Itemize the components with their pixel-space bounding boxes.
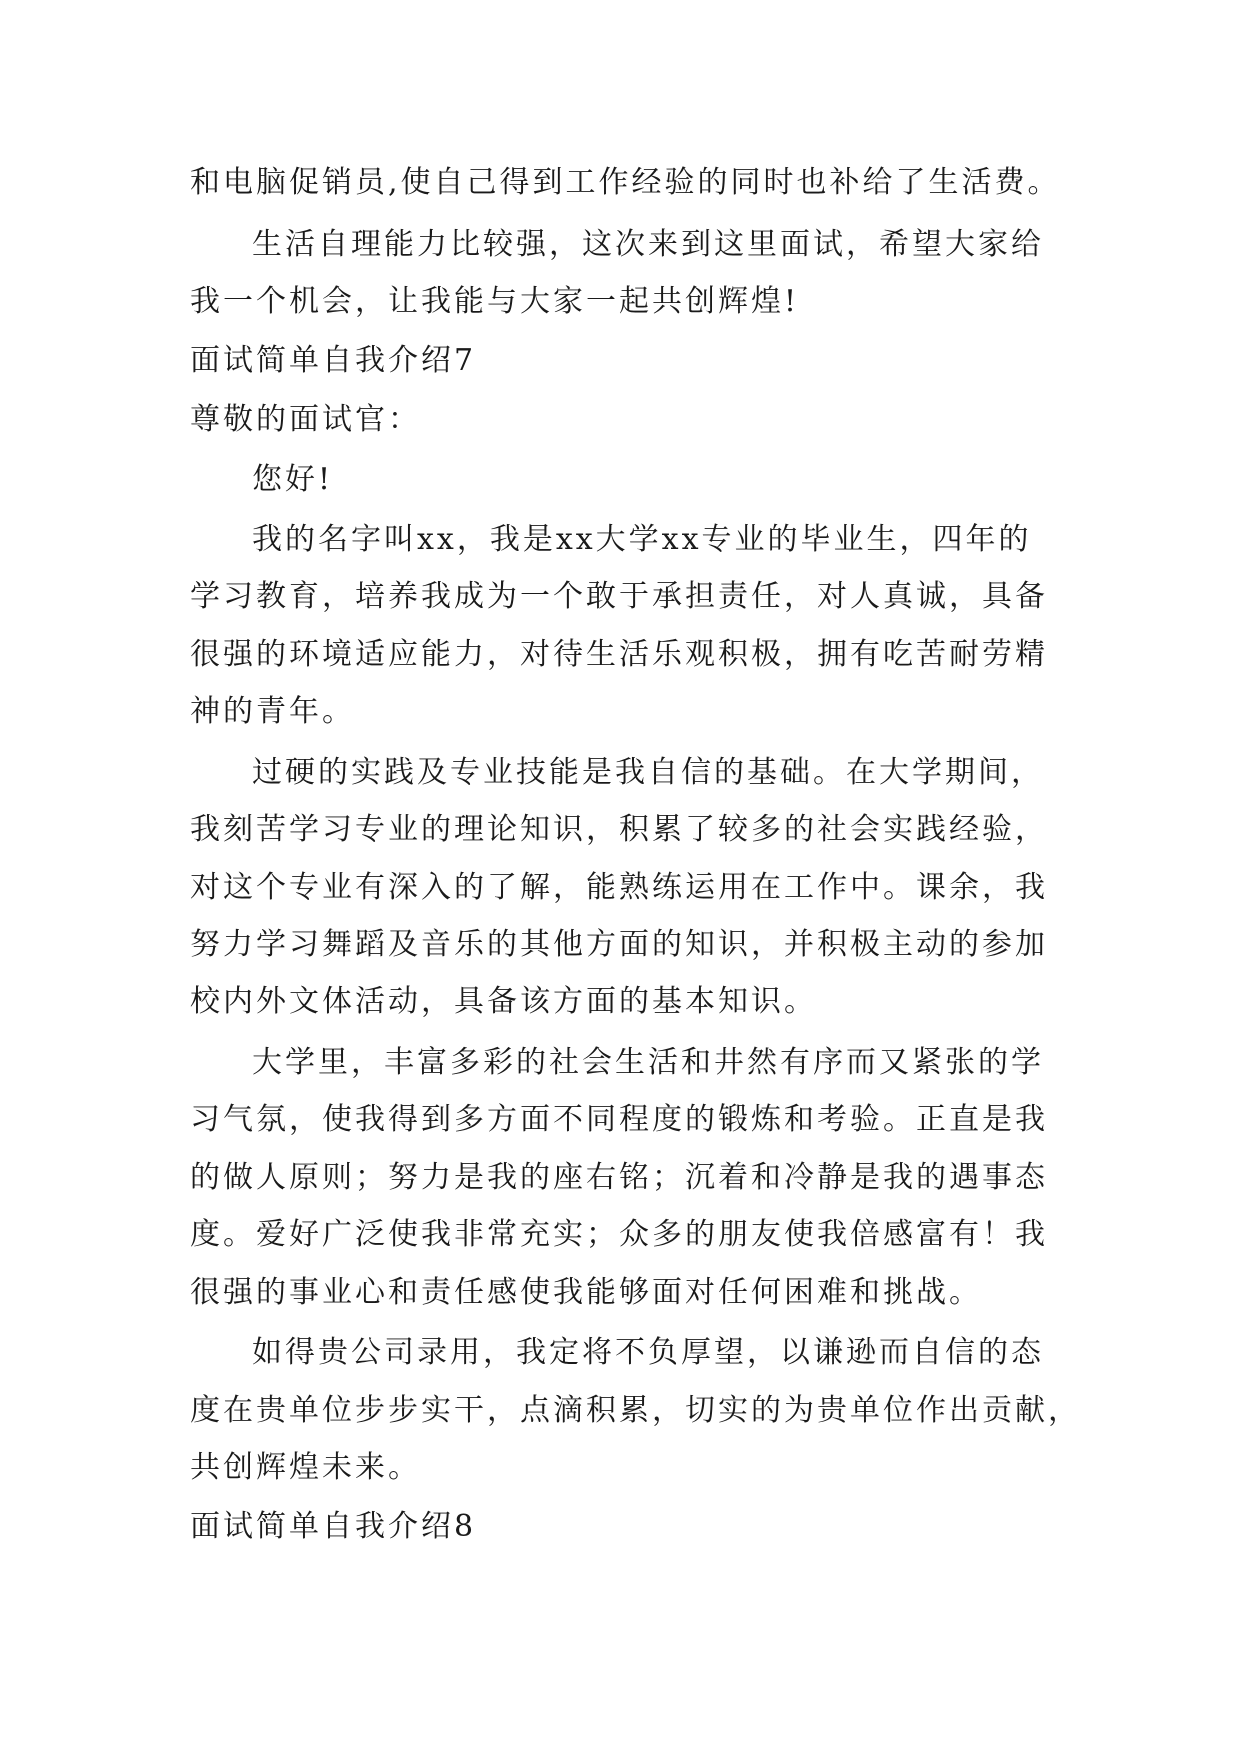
text-line: 习气氛，使我得到多方面不同程度的锻炼和考验。正直是我 xyxy=(190,1102,1048,1137)
text-line: 神的青年。 xyxy=(190,694,355,729)
text-line: 和电脑促销员,使自己得到工作经验的同时也补给了生活费。 xyxy=(190,165,1061,200)
text-line: 很强的事业心和责任感使我能够面对任何困难和挑战。 xyxy=(190,1275,982,1310)
text-line: 度。爱好广泛使我非常充实；众多的朋友使我倍感富有！我 xyxy=(190,1217,1048,1252)
text-line: 校内外文体活动，具备该方面的基本知识。 xyxy=(190,984,817,1019)
text-line: 我刻苦学习专业的理论知识，积累了较多的社会实践经验， xyxy=(190,812,1048,847)
paragraph-first-line: 过硬的实践及专业技能是我自信的基础。在大学期间， xyxy=(252,755,1044,790)
text-line: 共创辉煌未来。 xyxy=(190,1450,421,1485)
text-line: 很强的环境适应能力，对待生活乐观积极，拥有吃苦耐劳精 xyxy=(190,637,1048,672)
paragraph-first-line: 大学里，丰富多彩的社会生活和井然有序而又紧张的学 xyxy=(252,1045,1044,1080)
paragraph-first-line: 如得贵公司录用，我定将不负厚望，以谦逊而自信的态 xyxy=(252,1335,1044,1370)
section-heading: 面试简单自我介绍8 xyxy=(190,1509,477,1544)
text-line: 我一个机会，让我能与大家一起共创辉煌! xyxy=(190,284,800,319)
salutation: 尊敬的面试官： xyxy=(190,402,421,437)
paragraph-first-line: 生活自理能力比较强，这次来到这里面试，希望大家给 xyxy=(252,227,1044,262)
text-line: 学习教育，培养我成为一个敢于承担责任，对人真诚，具备 xyxy=(190,579,1048,614)
text-line: 努力学习舞蹈及音乐的其他方面的知识，并积极主动的参加 xyxy=(190,927,1048,962)
greeting: 您好! xyxy=(252,462,334,497)
text-line: 对这个专业有深入的了解，能熟练运用在工作中。课余，我 xyxy=(190,870,1048,905)
text-line: 度在贵单位步步实干，点滴积累，切实的为贵单位作出贡献， xyxy=(190,1393,1081,1428)
text-line: 的做人原则；努力是我的座右铭；沉着和冷静是我的遇事态 xyxy=(190,1160,1048,1195)
paragraph-first-line: 我的名字叫xx，我是xx大学xx专业的毕业生，四年的 xyxy=(252,522,1032,557)
section-heading: 面试简单自我介绍7 xyxy=(190,343,477,378)
